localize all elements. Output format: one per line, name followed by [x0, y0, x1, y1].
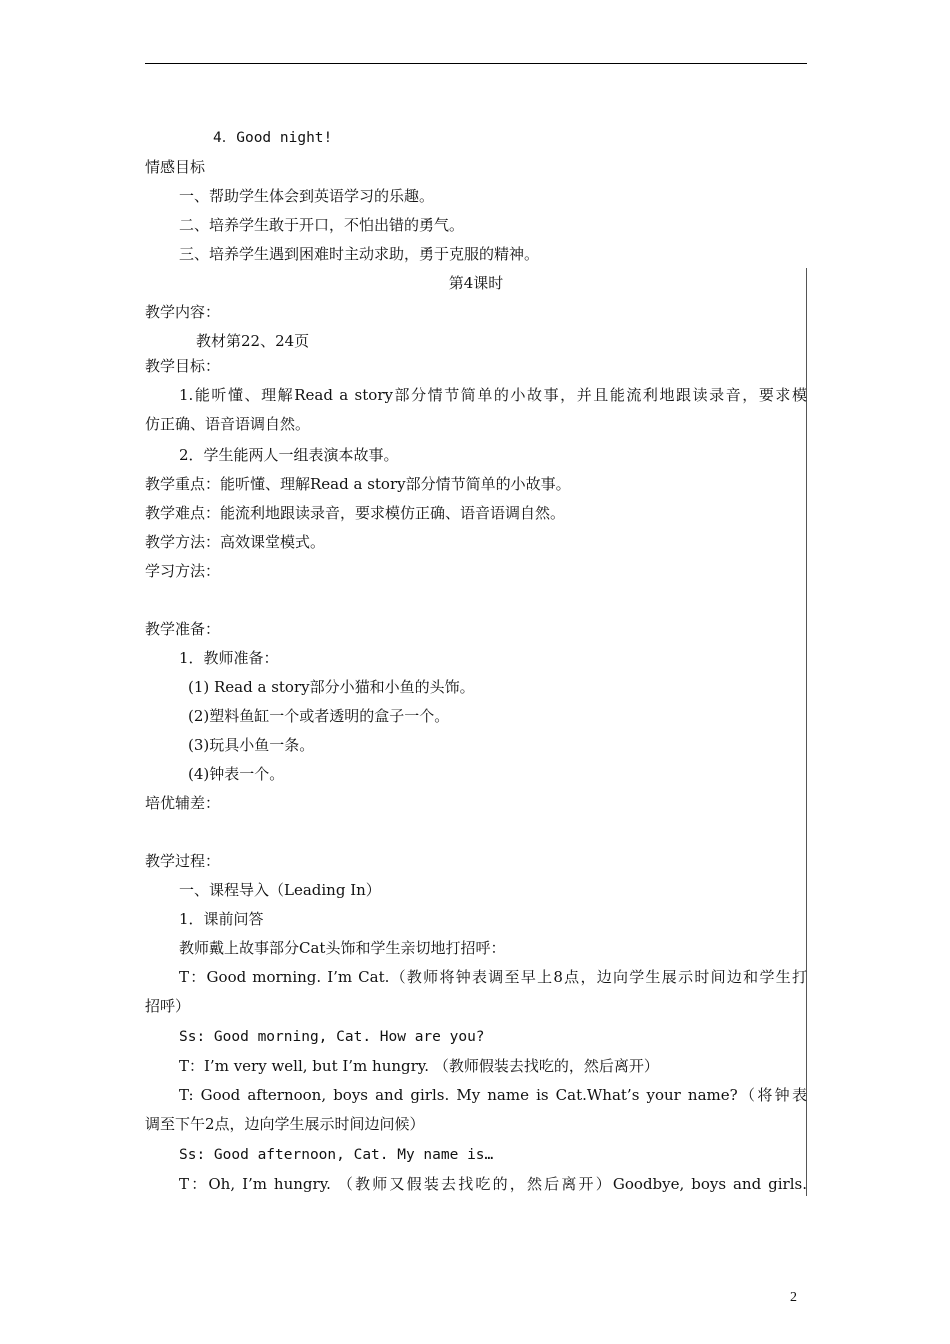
- process-step-1: 一、课程导入（Leading In）: [179, 881, 381, 899]
- textbook-pages: 教材第22、24页: [196, 332, 310, 350]
- dialogue-line-2: Ss: Good morning, Cat. How are you?: [179, 1029, 485, 1045]
- prep-item-4: (4)钟表一个。: [188, 765, 285, 783]
- page-number: 2: [790, 1290, 797, 1305]
- process-text-1: 教师戴上故事部分Cat头饰和学生亲切地打招呼：: [179, 939, 506, 957]
- header-rule: [145, 63, 807, 64]
- dialogue-line-1: T：Good morning. I’m Cat.（教师将钟表调至早上8点，边向学生展示时间边和学生打: [179, 968, 807, 986]
- difficult-points: 教学难点：能流利地跟读录音，要求模仿正确、语音语调自然。: [145, 504, 566, 522]
- prep-item-1: (1) Read a story部分小猫和小鱼的头饰。: [188, 678, 475, 696]
- teaching-goal-1-cont: 仿正确、语音语调自然。: [145, 415, 311, 433]
- teaching-goal-1: 1.能听懂、理解Read a story部分情节简单的小故事，并且能流利地跟读录音，要求模: [179, 386, 807, 404]
- dialogue-line-1-cont: 招呼）: [145, 997, 191, 1015]
- right-margin-rule: [806, 268, 807, 1196]
- label-extra-help: 培优辅差：: [145, 794, 221, 812]
- list-item-good-night: 4．Good night!: [213, 130, 333, 146]
- teaching-goal-2: 2．学生能两人一组表演本故事。: [179, 446, 399, 464]
- learning-method: 学习方法：: [145, 562, 221, 580]
- prep-item-2: (2)塑料鱼缸一个或者透明的盒子一个。: [188, 707, 450, 725]
- dialogue-line-6: T：Oh, I’m hungry. （教师又假装去找吃的，然后离开）Goodbye, boys and girls.: [179, 1175, 807, 1193]
- dialogue-line-4: T: Good afternoon, boys and girls. My name is Cat.What’s your name?（将钟表: [179, 1086, 807, 1104]
- lesson-title: 第4课时: [448, 274, 504, 292]
- label-teaching-process: 教学过程：: [145, 852, 221, 870]
- dialogue-line-4-cont: 调至下午2点，边向学生展示时间边问候）: [145, 1115, 425, 1133]
- label-teaching-goals: 教学目标：: [145, 357, 221, 375]
- dialogue-line-3: T：I’m very well, but I’m hungry. （教师假装去找吃的，然后离开）: [179, 1057, 659, 1075]
- teacher-preparation: 1．教师准备：: [179, 649, 279, 667]
- label-teaching-content: 教学内容：: [145, 303, 221, 321]
- label-preparation: 教学准备：: [145, 620, 221, 638]
- goal-item-3: 三、培养学生遇到困难时主动求助，勇于克服的精神。: [179, 245, 540, 263]
- goal-item-2: 二、培养学生敢于开口，不怕出错的勇气。: [179, 216, 465, 234]
- prep-item-3: (3)玩具小鱼一条。: [188, 736, 315, 754]
- dialogue-line-5: Ss: Good afternoon, Cat. My name is…: [179, 1147, 494, 1163]
- goal-item-1: 一、帮助学生体会到英语学习的乐趣。: [179, 187, 435, 205]
- process-substep-1: 1．课前问答: [179, 910, 264, 928]
- key-points: 教学重点：能听懂、理解Read a story部分情节简单的小故事。: [145, 475, 571, 493]
- teaching-method: 教学方法：高效课堂模式。: [145, 533, 326, 551]
- section-heading-emotional-goals: 情感目标: [145, 158, 206, 176]
